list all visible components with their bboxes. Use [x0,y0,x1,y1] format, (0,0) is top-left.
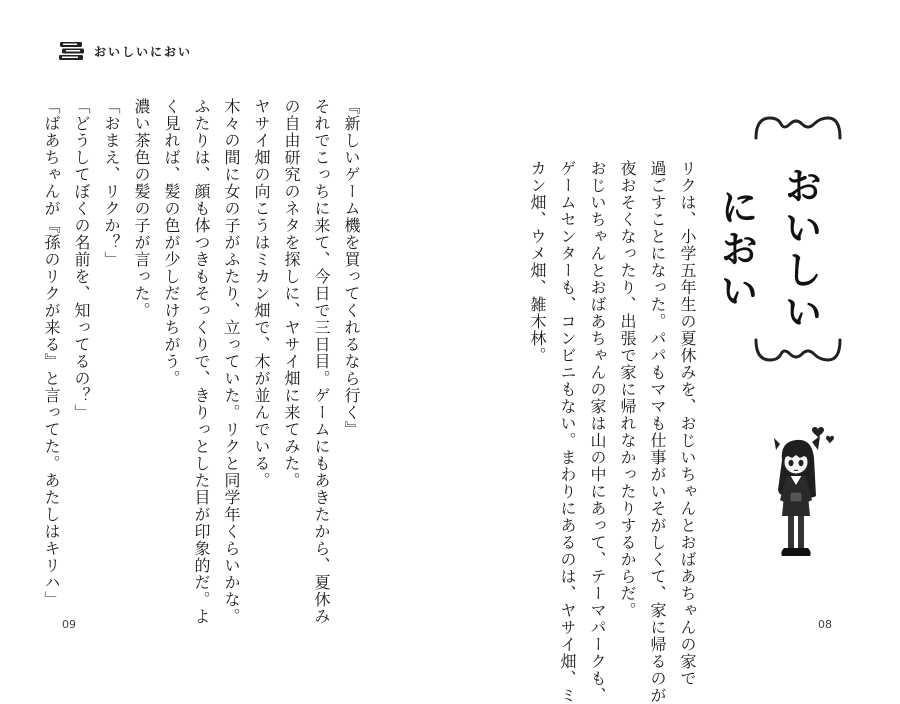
page-number-left: 09 [62,618,76,631]
right-page-body-text: リクは、小学五年生の夏休みを、おじいちゃんとおばあちゃんの家で 過ごすことになった。パパもママも仕事がいそがしくて、家に帰るのが 夜おそくなったり、出張で家に帰れなかったりするからだ。 おじいちゃんとおばあちゃんの家は山の中にあって、テーマパークも、 ゲームセンターも、コンビニもない。まわりにあるのは、ヤサイ畑、ミ カン畑、ウメ畑、雑木林。 [528,160,697,704]
book-stack-icon [58,40,86,62]
chapter-title: おいしいにおい [714,166,822,334]
running-header [58,40,192,62]
right-page [450,0,900,704]
page-number-right: 08 [818,618,832,631]
girl-character-illustration [768,420,846,570]
running-title: おいしいにおい [94,44,193,59]
left-page-body-text: 『新しいゲーム機を買ってくれるなら行く』 それでこっちに来て、今日で三日目。ゲームにもあきたから、夏休み の自由研究のネタを探しに、ヤサイ畑に来てみた。 ヤサイ畑の向こうはミカン畑で、木が並んでいる。 木々の間に女の子がふたり、立っていた。リクと同学年くらいかな。 ふたりは、顔も体つきもそっくりで、きりっとした目が印象的だ。よ く見れば、髪の色が少しだけちがう。 濃い茶色の髪の子が言った。 「おまえ、リクか？」 「どうしてぼくの名前を、知ってるの？」 「ばあちゃんが『孫のリクが来る』と言ってた。あたしはキリハ」 [42,98,361,625]
left-page [0,0,450,660]
